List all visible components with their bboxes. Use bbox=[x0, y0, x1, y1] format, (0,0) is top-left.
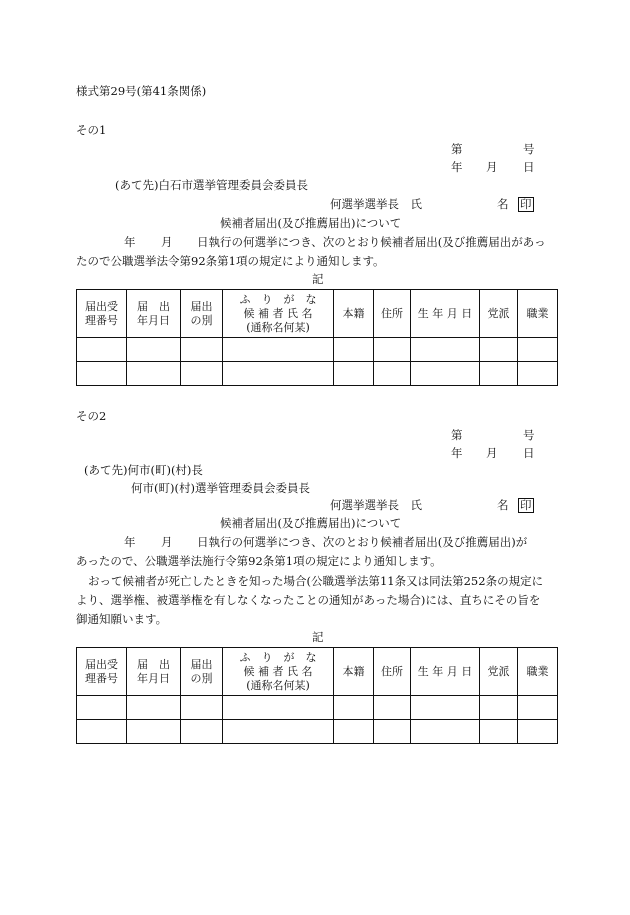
table-cell[interactable] bbox=[374, 696, 411, 720]
table-cell[interactable] bbox=[411, 720, 480, 744]
table-row bbox=[77, 696, 558, 720]
table-cell[interactable] bbox=[480, 696, 518, 720]
doc-number-suffix: 号 bbox=[523, 142, 535, 156]
table-row bbox=[77, 362, 558, 386]
body-text: たので公職選挙法令第92条第1項の規定により通知します。 bbox=[76, 254, 385, 268]
col-header-occupation: 職業 bbox=[518, 290, 558, 338]
doc-number-label: 第 bbox=[451, 428, 463, 442]
table-cell[interactable] bbox=[77, 338, 127, 362]
table-cell[interactable] bbox=[334, 720, 374, 744]
col-header-address: 住所 bbox=[374, 648, 411, 696]
ki-label: 記 bbox=[312, 272, 324, 286]
table-cell[interactable] bbox=[374, 338, 411, 362]
subject-line: 候補者届出(及び推薦届出)について bbox=[220, 516, 402, 530]
date-day: 日 bbox=[523, 446, 535, 460]
sender-name-label: 名 bbox=[497, 197, 509, 211]
body-month: 月 bbox=[161, 235, 173, 249]
table-cell[interactable] bbox=[181, 338, 223, 362]
body-text: より、選挙権、被選挙権を有しなくなったことの通知があった場合)には、直ちにその旨を bbox=[76, 593, 541, 607]
table-cell[interactable] bbox=[334, 362, 374, 386]
col-header-candidate-name: ふ り が な 候 補 者 氏 名 (通称名何某) bbox=[223, 290, 334, 338]
candidate-table bbox=[76, 647, 558, 744]
col-header-honseki: 本籍 bbox=[334, 290, 374, 338]
col-header-filing-date: 届 出 年月日 bbox=[127, 648, 181, 696]
table-cell[interactable] bbox=[127, 362, 181, 386]
col-header-address: 住所 bbox=[374, 290, 411, 338]
body-text: 日執行の何選挙につき、次のとおり候補者届出(及び推薦届出があっ bbox=[197, 235, 546, 249]
table-cell[interactable] bbox=[127, 696, 181, 720]
section-heading: その1 bbox=[76, 123, 107, 137]
sender-title: 何選挙選挙長 氏 bbox=[330, 498, 422, 512]
table-cell[interactable] bbox=[334, 696, 374, 720]
table-cell[interactable] bbox=[518, 720, 558, 744]
seal-mark: 印 bbox=[520, 498, 532, 512]
table-cell[interactable] bbox=[411, 696, 480, 720]
ki-label: 記 bbox=[312, 630, 324, 644]
table-row bbox=[77, 338, 558, 362]
candidate-table bbox=[76, 289, 558, 386]
sender-title: 何選挙選挙長 氏 bbox=[330, 197, 422, 211]
table-cell[interactable] bbox=[374, 362, 411, 386]
sender-name-label: 名 bbox=[497, 498, 509, 512]
table-header-row bbox=[77, 648, 558, 696]
body-year: 年 bbox=[124, 535, 136, 549]
table-cell[interactable] bbox=[181, 720, 223, 744]
table-cell[interactable] bbox=[223, 696, 334, 720]
addressee: (あて先)何市(町)(村)長 bbox=[84, 463, 203, 477]
col-header-party: 党派 bbox=[480, 648, 518, 696]
table-cell[interactable] bbox=[181, 362, 223, 386]
table-cell[interactable] bbox=[374, 720, 411, 744]
table-cell[interactable] bbox=[480, 720, 518, 744]
col-header-filing-type: 届出 の別 bbox=[181, 290, 223, 338]
body-text: あったので、公職選挙法施行令第92条第1項の規定により通知します。 bbox=[76, 554, 442, 568]
col-header-receipt-number: 届出受 理番号 bbox=[77, 290, 127, 338]
col-header-candidate-name: ふ り が な 候 補 者 氏 名 (通称名何某) bbox=[223, 648, 334, 696]
table-cell[interactable] bbox=[181, 696, 223, 720]
seal-mark: 印 bbox=[520, 197, 532, 211]
doc-number-suffix: 号 bbox=[523, 428, 535, 442]
col-header-filing-date: 届 出 年月日 bbox=[127, 290, 181, 338]
section-heading: その2 bbox=[76, 409, 107, 423]
body-text: 御通知願います。 bbox=[76, 612, 168, 626]
table-cell[interactable] bbox=[480, 362, 518, 386]
table-cell[interactable] bbox=[518, 362, 558, 386]
table-cell[interactable] bbox=[411, 338, 480, 362]
table-cell[interactable] bbox=[518, 338, 558, 362]
table-row bbox=[77, 720, 558, 744]
body-text: おって候補者が死亡したときを知った場合(公職選挙法第11条又は同法第252条の規定に bbox=[88, 574, 544, 588]
date-year: 年 bbox=[451, 160, 463, 174]
body-month: 月 bbox=[161, 535, 173, 549]
table-cell[interactable] bbox=[334, 338, 374, 362]
col-header-birthdate: 生 年 月 日 bbox=[411, 290, 480, 338]
table-cell[interactable] bbox=[127, 720, 181, 744]
date-year: 年 bbox=[451, 446, 463, 460]
addressee: (あて先)白石市選挙管理委員会委員長 bbox=[115, 178, 308, 192]
col-header-birthdate: 生 年 月 日 bbox=[411, 648, 480, 696]
addressee: 何市(町)(村)選挙管理委員会委員長 bbox=[131, 481, 310, 495]
table-cell[interactable] bbox=[411, 362, 480, 386]
doc-number-label: 第 bbox=[451, 142, 463, 156]
form-title: 様式第29号(第41条関係) bbox=[76, 84, 207, 98]
subject-line: 候補者届出(及び推薦届出)について bbox=[220, 216, 402, 230]
table-cell[interactable] bbox=[223, 362, 334, 386]
col-header-receipt-number: 届出受 理番号 bbox=[77, 648, 127, 696]
body-text: 日執行の何選挙につき、次のとおり候補者届出(及び推薦届出)が bbox=[197, 535, 528, 549]
table-header-row bbox=[77, 290, 558, 338]
date-month: 月 bbox=[486, 446, 498, 460]
table-cell[interactable] bbox=[518, 696, 558, 720]
table-cell[interactable] bbox=[77, 720, 127, 744]
table-cell[interactable] bbox=[480, 338, 518, 362]
table-cell[interactable] bbox=[77, 362, 127, 386]
col-header-honseki: 本籍 bbox=[334, 648, 374, 696]
date-day: 日 bbox=[523, 160, 535, 174]
col-header-filing-type: 届出 の別 bbox=[181, 648, 223, 696]
table-cell[interactable] bbox=[127, 338, 181, 362]
table-cell[interactable] bbox=[223, 338, 334, 362]
table-cell[interactable] bbox=[77, 696, 127, 720]
table-cell[interactable] bbox=[223, 720, 334, 744]
date-month: 月 bbox=[486, 160, 498, 174]
body-year: 年 bbox=[124, 235, 136, 249]
col-header-party: 党派 bbox=[480, 290, 518, 338]
col-header-occupation: 職業 bbox=[518, 648, 558, 696]
